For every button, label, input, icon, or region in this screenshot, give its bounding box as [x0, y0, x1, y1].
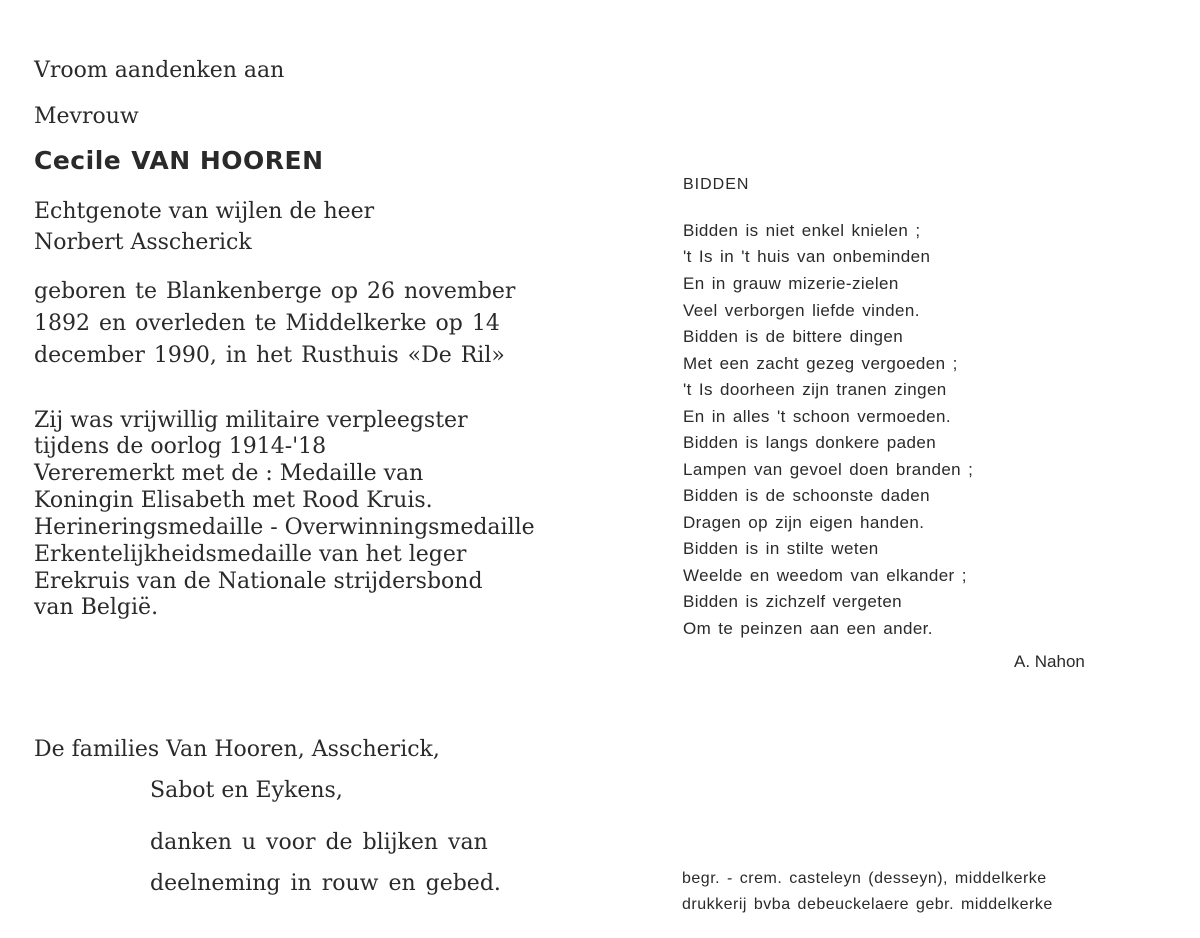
service-line: Herineringsmedaille - Overwinningsmedaille — [34, 515, 535, 540]
poem-line: 't Is doorheen zijn tranen zingen — [683, 380, 947, 399]
salutation: Mevrouw — [34, 104, 139, 129]
undertaker-line: begr. - crem. casteleyn (desseyn), middelkerke — [682, 870, 1047, 887]
service-line: Zij was vrijwillig militaire verpleegster — [34, 408, 468, 433]
poem-line: Bidden is langs donkere paden — [683, 433, 937, 452]
poem-line: 't Is in 't huis van onbeminden — [683, 247, 931, 266]
right-panel — [600, 0, 1200, 938]
birth-line: geboren te Blankenberge op 26 november — [34, 279, 516, 304]
poem-author: A. Nahon — [1014, 652, 1085, 671]
service-line: Erekruis van de Nationale strijdersbond — [34, 569, 483, 594]
service-line: tijdens de oorlog 1914-'18 — [34, 434, 327, 459]
deceased-name — [34, 148, 324, 173]
poem-line: Bidden is de bittere dingen — [683, 327, 904, 346]
thanks-line-2: deelneming in rouw en gebed. — [150, 871, 501, 896]
birth-line: 1892 en overleden te Middelkerke op 14 — [34, 311, 500, 336]
poem-line: Lampen van gevoel doen branden ; — [683, 460, 974, 479]
families-line-1: De families Van Hooren, Asscherick, — [34, 737, 440, 762]
surname: VAN HOOREN — [131, 146, 324, 175]
service-line: Vereremerkt met de : Medaille van — [34, 461, 424, 486]
service-line: Koningin Elisabeth met Rood Kruis. — [34, 488, 433, 513]
poem-line: Weelde en weedom van elkander ; — [683, 566, 967, 585]
families-line-2: Sabot en Eykens, — [150, 778, 343, 803]
service-line: van België. — [34, 595, 159, 620]
birth-line: december 1990, in het Rusthuis «De Ril» — [34, 343, 505, 368]
poem-line: Bidden is niet enkel knielen ; — [683, 221, 921, 240]
poem-line: Bidden is de schoonste daden — [683, 486, 930, 505]
first-name: Cecile — [34, 146, 122, 175]
poem-line: Om te peinzen aan een ander. — [683, 619, 933, 638]
spouse-line-1: Echtgenote van wijlen de heer — [34, 199, 375, 224]
poem-line: Bidden is in stilte weten — [683, 539, 879, 558]
poem-line: En in grauw mizerie-zielen — [683, 274, 899, 293]
poem-line: En in alles 't schoon vermoeden. — [683, 407, 951, 426]
printer-line: drukkerij bvba debeuckelaere gebr. middelkerke — [682, 896, 1053, 913]
spouse-line-2: Norbert Asscherick — [34, 230, 252, 255]
poem-line: Dragen op zijn eigen handen. — [683, 513, 925, 532]
poem-line: Veel verborgen liefde vinden. — [683, 301, 920, 320]
poem-line: Met een zacht gezeg vergoeden ; — [683, 354, 958, 373]
thanks-line-1: danken u voor de blijken van — [150, 830, 488, 855]
service-line: Erkentelijkheidsmedaille van het leger — [34, 542, 467, 567]
intro-text: Vroom aandenken aan — [34, 58, 285, 83]
poem-title: BIDDEN — [683, 176, 750, 193]
poem-line: Bidden is zichzelf vergeten — [683, 592, 903, 611]
